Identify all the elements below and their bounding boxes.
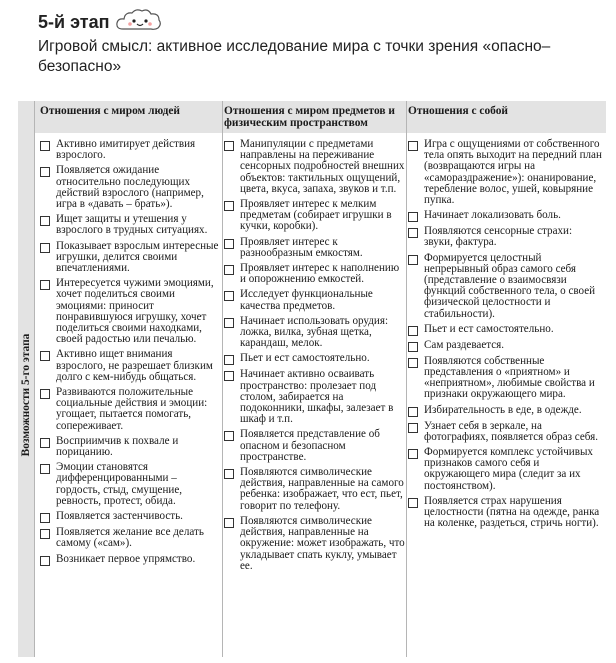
list-item <box>408 447 602 492</box>
checkbox[interactable] <box>224 239 234 249</box>
list-item <box>224 263 406 285</box>
list-item <box>40 554 220 566</box>
list-item <box>224 139 406 195</box>
item-text: Появляется застенчивость. <box>56 510 183 523</box>
column-header-people: Отношения с миром людей <box>40 105 180 117</box>
checkbox[interactable] <box>224 355 234 365</box>
list-item <box>408 340 602 352</box>
stage-line <box>38 8 608 36</box>
list-item <box>40 436 220 458</box>
item-text: Интересуется чужими эмоциями, хочет поделиться своими эмоциями: приносит понравившуюся игрушку, хочет поделиться своими находками, своей радостью или печалью. <box>56 277 214 346</box>
checkbox[interactable] <box>40 529 50 539</box>
checkbox[interactable] <box>40 243 50 253</box>
checkbox[interactable] <box>408 423 418 433</box>
list-item <box>40 214 220 236</box>
checkbox[interactable] <box>40 167 50 177</box>
checkbox[interactable] <box>40 351 50 361</box>
item-text: Формируется целостный непрерывный образ самого себя (представление о взаимосвязи функций собственного тела, о своей физической целостности и стабильности). <box>424 251 596 320</box>
item-text: Активно имитирует действия взрослого. <box>56 138 196 162</box>
checkbox[interactable] <box>224 265 234 275</box>
item-text: Появляются символические действия, направленные на окружение: может изображать, что укладывает спать куклу, умывает ее. <box>240 514 405 572</box>
item-text: Показывает взрослым интересные игрушки, делится своими впечатлениями. <box>56 239 219 275</box>
item-text: Начинает использовать орудия: ложка, вилка, зубная щетка, карандаш, мелок. <box>240 314 389 350</box>
item-text: Манипуляции с предметами направлены на переживание сенсорных подробностей внешних объектов: тактильных ощущений, цвета, вкуса, запаха, звуков и т.п. <box>240 138 405 195</box>
checkbox[interactable] <box>40 141 50 151</box>
list-item <box>40 241 220 275</box>
item-text: Проявляет интерес к наполнению и опорожнению емкостей. <box>240 262 400 286</box>
checkbox[interactable] <box>408 141 418 151</box>
list-item <box>40 278 220 345</box>
checkbox[interactable] <box>408 342 418 352</box>
list-item <box>224 429 406 463</box>
item-text: Избирательность в еде, в одежде. <box>424 403 582 416</box>
item-text: Игра с ощущениями от собственного тела опять выходит на передний план (возвращаются игры на «самораздражение»): онанирование, теребление волос, ушей, ковыряние пупка. <box>424 138 602 207</box>
list-item <box>224 353 406 365</box>
checkbox[interactable] <box>408 407 418 417</box>
column-header-objects: Отношения с миром предметов и физическим пространством <box>224 105 395 129</box>
list-item <box>224 289 406 311</box>
item-text: Эмоции становятся дифференцированными – гордость, стыд, смущение, ревность, протест, обида. <box>56 461 183 507</box>
checkbox[interactable] <box>224 201 234 211</box>
list-item <box>40 139 220 161</box>
item-text: Активно ищет внимания взрослого, не разрешает близким долго с кем-нибудь общаться. <box>56 348 213 383</box>
list-item <box>224 516 406 572</box>
checkbox[interactable] <box>408 212 418 222</box>
checkbox[interactable] <box>408 449 418 459</box>
table-header <box>18 101 606 133</box>
list-item <box>40 462 220 507</box>
checkbox[interactable] <box>224 318 234 328</box>
list-item <box>40 387 220 432</box>
item-text: Пьет и ест самостоятельно. <box>240 352 370 365</box>
checkbox[interactable] <box>40 513 50 523</box>
list-item <box>40 349 220 383</box>
checkbox[interactable] <box>224 141 234 151</box>
column-divider <box>406 101 407 657</box>
column-self-list <box>408 139 602 533</box>
column-objects-list <box>224 139 406 576</box>
game-meaning-subtitle: Игровой смысл: активное исследование мира с точки зрения «опасно–безопасно» <box>38 38 551 75</box>
checkbox[interactable] <box>40 464 50 474</box>
list-item <box>224 199 406 233</box>
row-label: Возможности 5-го этапа <box>20 333 32 457</box>
item-text: Появляются собственные представления о «приятном» и «неприятном», любимые свойства и признаки окружающего мира. <box>424 354 595 401</box>
item-text: Начинает локализовать боль. <box>424 209 561 222</box>
checkbox[interactable] <box>224 371 234 381</box>
list-item <box>224 369 406 425</box>
stage-table <box>18 101 606 657</box>
item-text: Появляются символические действия, направленные на самого ребенка: изображает, что ест, пьет, говорит по телефону. <box>240 466 404 512</box>
checkbox[interactable] <box>224 469 234 479</box>
list-item <box>40 527 220 549</box>
column-divider <box>222 101 223 657</box>
item-text: Начинает активно осваивать пространство: пролезает под столом, забирается на подоконники, шкафы, залезает в шкаф и т.п. <box>240 368 394 426</box>
list-item <box>408 496 602 530</box>
list-item <box>408 139 602 206</box>
item-text: Развиваются положительные социальные действия и эмоции: угощает, пытается помогать, сопереживает. <box>56 386 208 432</box>
page-header <box>38 8 608 77</box>
item-text: Ищет защиты и утешения у взрослого в трудных ситуациях. <box>56 213 208 237</box>
checkbox[interactable] <box>408 228 418 238</box>
checkbox[interactable] <box>224 431 234 441</box>
item-text: Восприимчив к похвале и порицанию. <box>56 434 179 459</box>
checkbox[interactable] <box>40 556 50 566</box>
item-text: Формируется комплекс устойчивых признаков самого себя и окружающего мира (следит за их постоянством). <box>424 446 593 492</box>
item-text: Появляется представление об опасном и безопасном пространстве. <box>240 428 380 463</box>
stage-title: 5-й этап <box>38 11 110 32</box>
list-item <box>40 165 220 210</box>
row-label-cell <box>18 133 34 657</box>
cloud-icon <box>115 8 163 37</box>
column-divider <box>34 101 35 657</box>
checkbox[interactable] <box>40 280 50 290</box>
list-item <box>40 511 220 523</box>
item-text: Пьет и ест самостоятельно. <box>424 322 554 335</box>
list-item <box>408 324 602 336</box>
list-item <box>408 226 602 248</box>
item-text: Проявляет интерес к разнообразным емкостям. <box>240 235 363 259</box>
list-item <box>224 316 406 350</box>
item-text: Появляется ожидание относительно последующих действий взрослого (например, игра в «давать – брать»). <box>56 164 204 211</box>
list-item <box>224 467 406 512</box>
checkbox[interactable] <box>408 255 418 265</box>
checkbox[interactable] <box>224 518 234 528</box>
list-item <box>408 405 602 417</box>
checkbox[interactable] <box>40 216 50 226</box>
item-text: Появляется желание все делать самому («сам»). <box>56 526 204 550</box>
list-item <box>408 210 602 222</box>
checkbox[interactable] <box>408 358 418 368</box>
item-text: Проявляет интерес к мелким предметам (собирает игрушки в кучки, коробки). <box>240 198 392 233</box>
checkbox[interactable] <box>224 291 234 301</box>
item-text: Возникает первое упрямство. <box>56 552 196 565</box>
list-item <box>224 237 406 259</box>
item-text: Появляется страх нарушения целостности (пятна на одежде, ранка на коленке, раздеться, стричь ногти). <box>424 494 600 530</box>
list-item <box>408 253 602 320</box>
item-text: Исследует функциональные качества предметов. <box>240 288 373 312</box>
checkbox[interactable] <box>408 498 418 508</box>
column-header-self: Отношения с собой <box>408 105 508 117</box>
list-item <box>408 356 602 401</box>
column-people-list <box>40 139 220 570</box>
checkbox[interactable] <box>408 326 418 336</box>
checkbox[interactable] <box>40 438 50 448</box>
list-item <box>408 421 602 443</box>
item-text: Появляются сенсорные страхи: звуки, фактура. <box>424 225 573 249</box>
checkbox[interactable] <box>40 389 50 399</box>
item-text: Сам раздевается. <box>424 338 505 351</box>
item-text: Узнает себя в зеркале, на фотографиях, появляется образ себя. <box>424 419 599 443</box>
